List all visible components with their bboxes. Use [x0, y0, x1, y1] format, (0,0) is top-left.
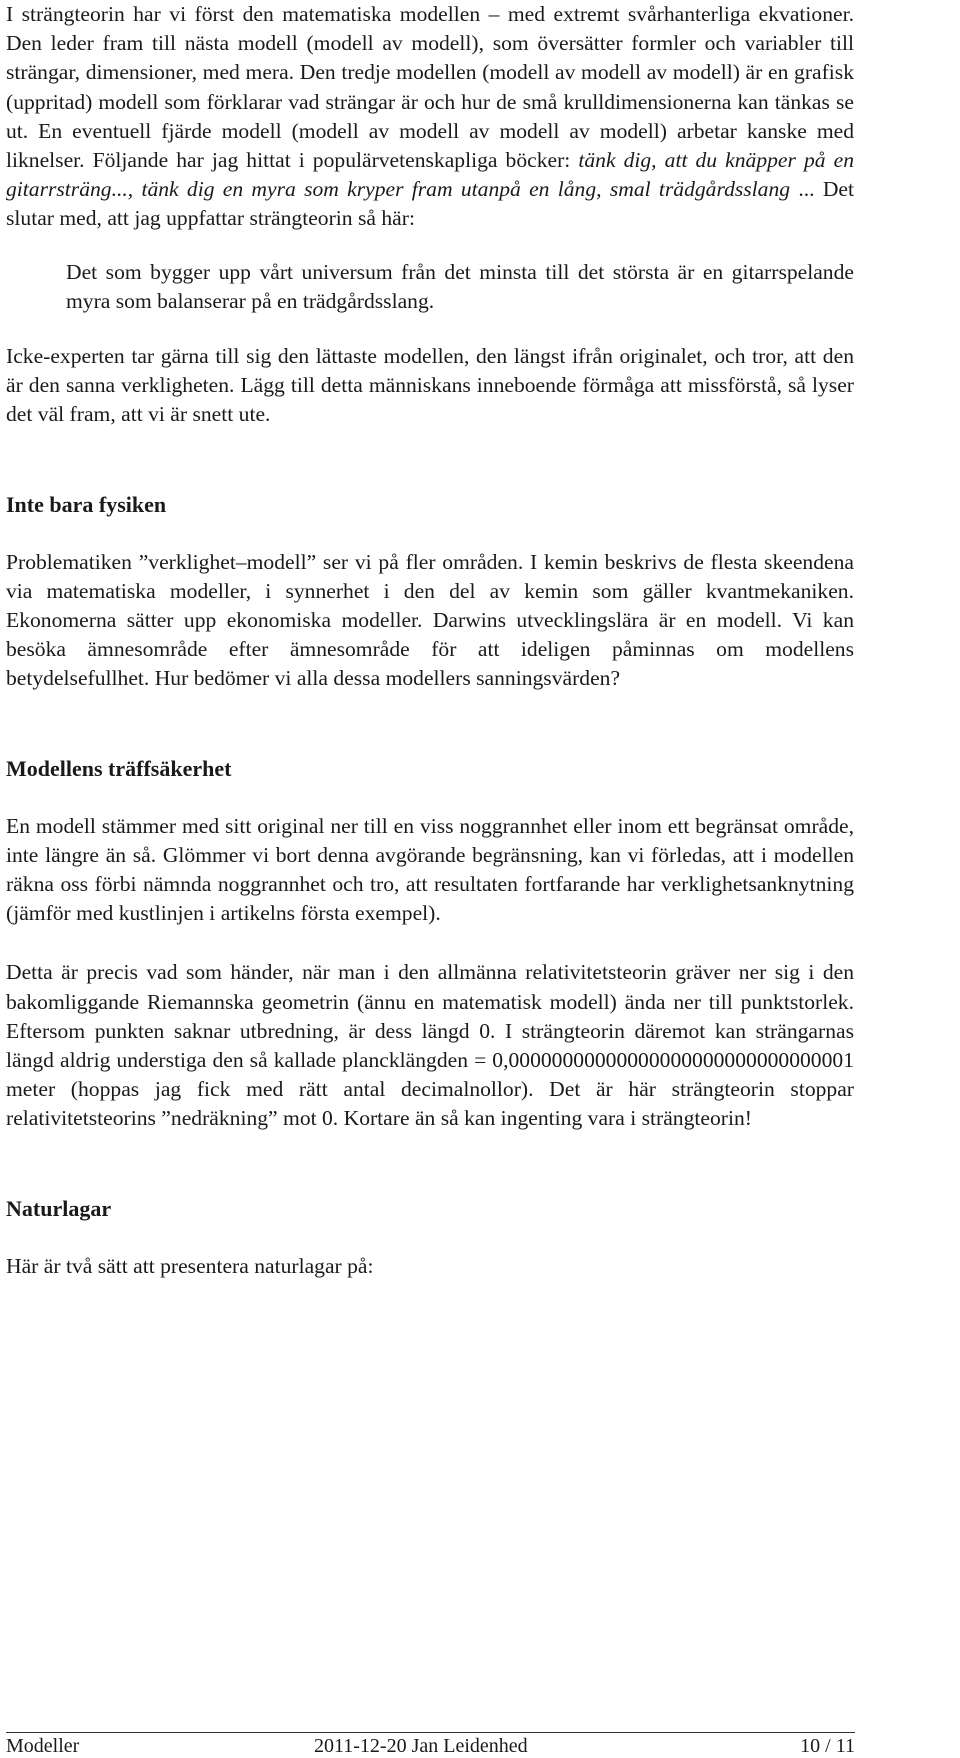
block-quote: Det som bygger upp vårt universum från det minsta till det största är en gitarrspelande myra som balanserar på en trädgårdsslang.: [66, 259, 854, 313]
paragraph-icke-experten: Icke-experten tar gärna till sig den lättaste modellen, den längst ifrån originalet, och tror, att den är den sanna verkligheten. Lägg till detta människans inneboende förmåga att missförstå, så lyser det väl fram, att vi är snett ute.: [6, 344, 854, 427]
paragraph-naturlagar: Här är två sätt att presentera naturlagar på:: [6, 1253, 374, 1278]
paragraph-en-modell: En modell stämmer med sitt original ner till en viss noggrannhet eller inom ett begränsat område, inte längre än så. Glömmer vi bort denna avgörande begränsning, kan vi förledas, att i modellen räkna oss förbi nämnda noggrannhet och tro, att resultaten fortfarande har verklighetsanknytning (jämför med kustlinjen i artikelns första exempel).: [6, 813, 854, 926]
intro-text-2: ... Det slutar med, att jag uppfattar strängteorin så här:: [6, 177, 854, 231]
footer-document-title: Modeller: [6, 1735, 80, 1757]
page-footer: [6, 1734, 855, 1758]
footer-page-number: 10 / 11: [800, 1735, 855, 1757]
paragraph-detta-ar-precis: Detta är precis vad som händer, när man i den allmänna relativitetsteorin gräver ner sig i den bakomliggande Riemannska geometrin (ännu en matematisk modell) ända ner till punktstorlek. Eftersom punkten saknar utbredning, är dess längd 0. I strängteorin däremot kan strängarnas längd aldrig understiga den så kallade plancklängden = 0,00000000000000000000000000000001 meter (hoppas jag fick med rätt antal decimalnollor). Det är här strängteorin stoppar relativitetsteorins ”nedräkning” mot 0. Kortare än så kan ingenting vara i strängteorin!: [6, 960, 854, 1131]
intro-text-1: I strängteorin har vi först den matematiska modellen – med extremt svårhanterliga ekvationer. Den leder fram till nästa modell (modell av modell), som översätter formler och variabler till strängar, dimensioner, med mera. Den tredje modellen (modell av modell av modell) är en grafisk (uppritad) modell som förklarar vad strängar är och hur de små krulldimensionerna kan tänkas se ut. En eventuell fjärde modell (modell av modell av modell av modell) arbetar kanske med liknelser. Följande har jag hittat i populärvetenskapliga böcker:: [6, 2, 854, 173]
heading-naturlagar: Naturlagar: [6, 1195, 112, 1221]
intro-paragraph: [6, 0, 854, 234]
intro-italic-examples: tänk dig, att du knäpper på en gitarrsträng..., tänk dig en myra som kryper fram utanpå en lång, smal trädgårdsslang: [6, 148, 854, 202]
paragraph-problematiken: Problematiken ”verklighet–modell” ser vi på fler områden. I kemin beskrivs de flesta skeendena via matematiska modeller, i synnerhet i den del av kemin som gäller kvantmekaniken. Ekonomerna sätter upp ekonomiska modeller. Darwins utvecklingslära är en modell. Vi kan besöka ämnesområde efter ämnesområde för att ideligen påminnas om modellens betydelsefullhet. Hur bedömer vi alla dessa modellers sanningsvärden?: [6, 549, 854, 691]
footer-date-author: 2011-12-20 Jan Leidenhed: [314, 1735, 528, 1757]
heading-inte-bara-fysiken: Inte bara fysiken: [6, 491, 167, 517]
heading-modellens-traffsakerhet: Modellens träffsäkerhet: [6, 755, 232, 781]
document-body: [6, 0, 854, 1281]
footer-divider: [6, 1732, 855, 1733]
